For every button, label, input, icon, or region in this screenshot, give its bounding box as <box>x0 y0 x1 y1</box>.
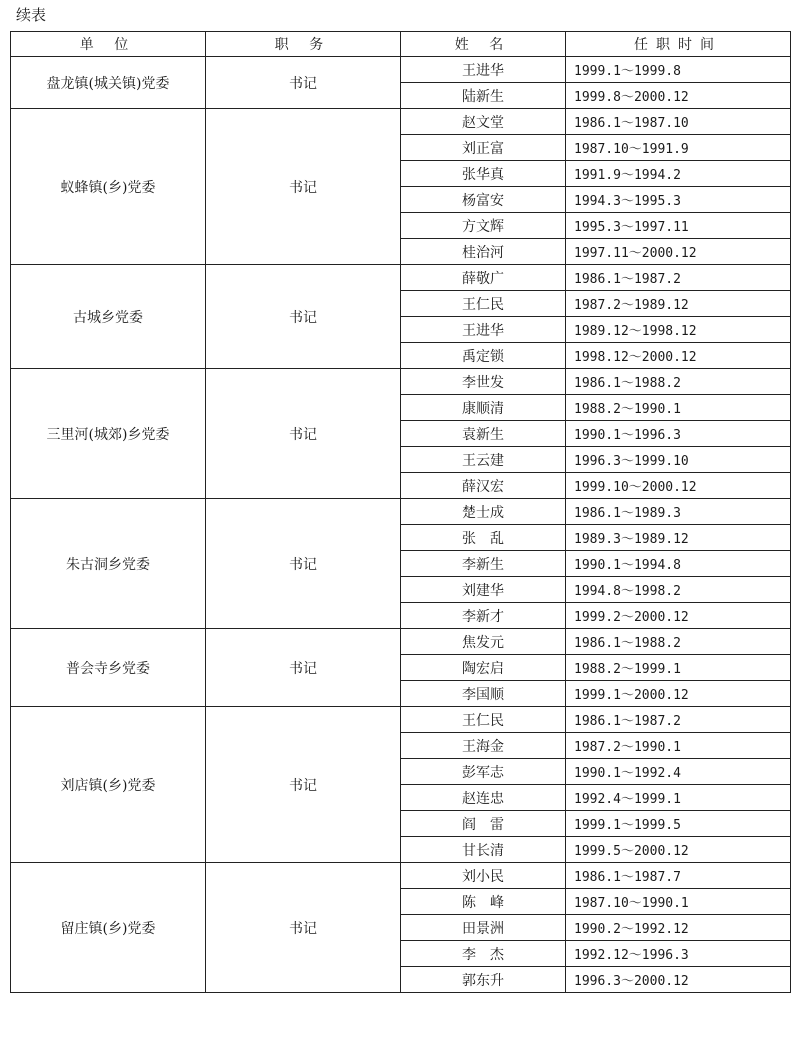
name-cell: 王进华 <box>401 57 566 83</box>
term-cell: 1999.2～2000.12 <box>566 603 791 629</box>
term-cell: 1994.3～1995.3 <box>566 187 791 213</box>
name-cell: 刘建华 <box>401 577 566 603</box>
table-row <box>11 109 791 135</box>
name-cell: 赵文堂 <box>401 109 566 135</box>
name-cell: 刘正富 <box>401 135 566 161</box>
position-cell: 书记 <box>206 629 401 707</box>
term-cell: 1994.8～1998.2 <box>566 577 791 603</box>
header-name: 姓 名 <box>401 32 566 57</box>
name-cell: 王海金 <box>401 733 566 759</box>
unit-cell: 三里河(城郊)乡党委 <box>11 369 206 499</box>
term-cell: 1996.3～2000.12 <box>566 967 791 993</box>
term-cell: 1987.10～1990.1 <box>566 889 791 915</box>
name-cell: 陈 峰 <box>401 889 566 915</box>
header-position: 职 务 <box>206 32 401 57</box>
term-cell: 1990.1～1992.4 <box>566 759 791 785</box>
name-cell: 郭东升 <box>401 967 566 993</box>
name-cell: 康顺清 <box>401 395 566 421</box>
term-cell: 1988.2～1999.1 <box>566 655 791 681</box>
name-cell: 焦发元 <box>401 629 566 655</box>
name-cell: 李新生 <box>401 551 566 577</box>
table-row <box>11 369 791 395</box>
term-cell: 1987.2～1989.12 <box>566 291 791 317</box>
table-row <box>11 499 791 525</box>
unit-cell: 刘店镇(乡)党委 <box>11 707 206 863</box>
term-cell: 1986.1～1987.2 <box>566 265 791 291</box>
name-cell: 彭军志 <box>401 759 566 785</box>
name-cell: 陆新生 <box>401 83 566 109</box>
term-cell: 1989.12～1998.12 <box>566 317 791 343</box>
term-cell: 1998.12～2000.12 <box>566 343 791 369</box>
name-cell: 方文辉 <box>401 213 566 239</box>
term-cell: 1986.1～1989.3 <box>566 499 791 525</box>
term-cell: 1987.10～1991.9 <box>566 135 791 161</box>
name-cell: 田景洲 <box>401 915 566 941</box>
term-cell: 1988.2～1990.1 <box>566 395 791 421</box>
term-cell: 1986.1～1987.7 <box>566 863 791 889</box>
name-cell: 桂治河 <box>401 239 566 265</box>
term-cell: 1991.9～1994.2 <box>566 161 791 187</box>
term-cell: 1992.4～1999.1 <box>566 785 791 811</box>
header-term: 任职时间 <box>566 32 791 57</box>
unit-cell: 蚁蜂镇(乡)党委 <box>11 109 206 265</box>
term-cell: 1999.1～1999.8 <box>566 57 791 83</box>
term-cell: 1997.11～2000.12 <box>566 239 791 265</box>
term-cell: 1999.8～2000.12 <box>566 83 791 109</box>
unit-cell: 古城乡党委 <box>11 265 206 369</box>
table-row <box>11 863 791 889</box>
name-cell: 禹定锁 <box>401 343 566 369</box>
term-cell: 1987.2～1990.1 <box>566 733 791 759</box>
table-body <box>11 57 791 993</box>
term-cell: 1992.12～1996.3 <box>566 941 791 967</box>
position-cell: 书记 <box>206 265 401 369</box>
name-cell: 李新才 <box>401 603 566 629</box>
name-cell: 甘长清 <box>401 837 566 863</box>
unit-cell: 普会寺乡党委 <box>11 629 206 707</box>
position-cell: 书记 <box>206 707 401 863</box>
name-cell: 赵连忠 <box>401 785 566 811</box>
term-cell: 1986.1～1987.2 <box>566 707 791 733</box>
name-cell: 薛汉宏 <box>401 473 566 499</box>
position-cell: 书记 <box>206 369 401 499</box>
name-cell: 袁新生 <box>401 421 566 447</box>
name-cell: 李世发 <box>401 369 566 395</box>
name-cell: 李 杰 <box>401 941 566 967</box>
name-cell: 张 乱 <box>401 525 566 551</box>
term-cell: 1986.1～1987.10 <box>566 109 791 135</box>
table-row <box>11 707 791 733</box>
position-cell: 书记 <box>206 863 401 993</box>
unit-cell: 盘龙镇(城关镇)党委 <box>11 57 206 109</box>
term-cell: 1996.3～1999.10 <box>566 447 791 473</box>
term-cell: 1990.1～1996.3 <box>566 421 791 447</box>
table-row <box>11 265 791 291</box>
name-cell: 王仁民 <box>401 707 566 733</box>
position-cell: 书记 <box>206 109 401 265</box>
term-cell: 1999.1～1999.5 <box>566 811 791 837</box>
name-cell: 陶宏启 <box>401 655 566 681</box>
term-cell: 1999.1～2000.12 <box>566 681 791 707</box>
name-cell: 王仁民 <box>401 291 566 317</box>
table-caption: 续表 <box>16 6 47 24</box>
term-cell: 1995.3～1997.11 <box>566 213 791 239</box>
name-cell: 王云建 <box>401 447 566 473</box>
name-cell: 薛敬广 <box>401 265 566 291</box>
term-cell: 1990.1～1994.8 <box>566 551 791 577</box>
name-cell: 张华真 <box>401 161 566 187</box>
name-cell: 王进华 <box>401 317 566 343</box>
term-cell: 1999.5～2000.12 <box>566 837 791 863</box>
name-cell: 阎 雷 <box>401 811 566 837</box>
term-cell: 1999.10～2000.12 <box>566 473 791 499</box>
name-cell: 刘小民 <box>401 863 566 889</box>
unit-cell: 朱古洞乡党委 <box>11 499 206 629</box>
table-row <box>11 57 791 83</box>
table-row <box>11 629 791 655</box>
secretary-table <box>10 31 791 993</box>
name-cell: 楚士成 <box>401 499 566 525</box>
name-cell: 杨富安 <box>401 187 566 213</box>
position-cell: 书记 <box>206 499 401 629</box>
unit-cell: 留庄镇(乡)党委 <box>11 863 206 993</box>
header-row <box>11 32 791 57</box>
term-cell: 1989.3～1989.12 <box>566 525 791 551</box>
header-unit: 单 位 <box>11 32 206 57</box>
term-cell: 1986.1～1988.2 <box>566 369 791 395</box>
term-cell: 1990.2～1992.12 <box>566 915 791 941</box>
name-cell: 李国顺 <box>401 681 566 707</box>
position-cell: 书记 <box>206 57 401 109</box>
term-cell: 1986.1～1988.2 <box>566 629 791 655</box>
